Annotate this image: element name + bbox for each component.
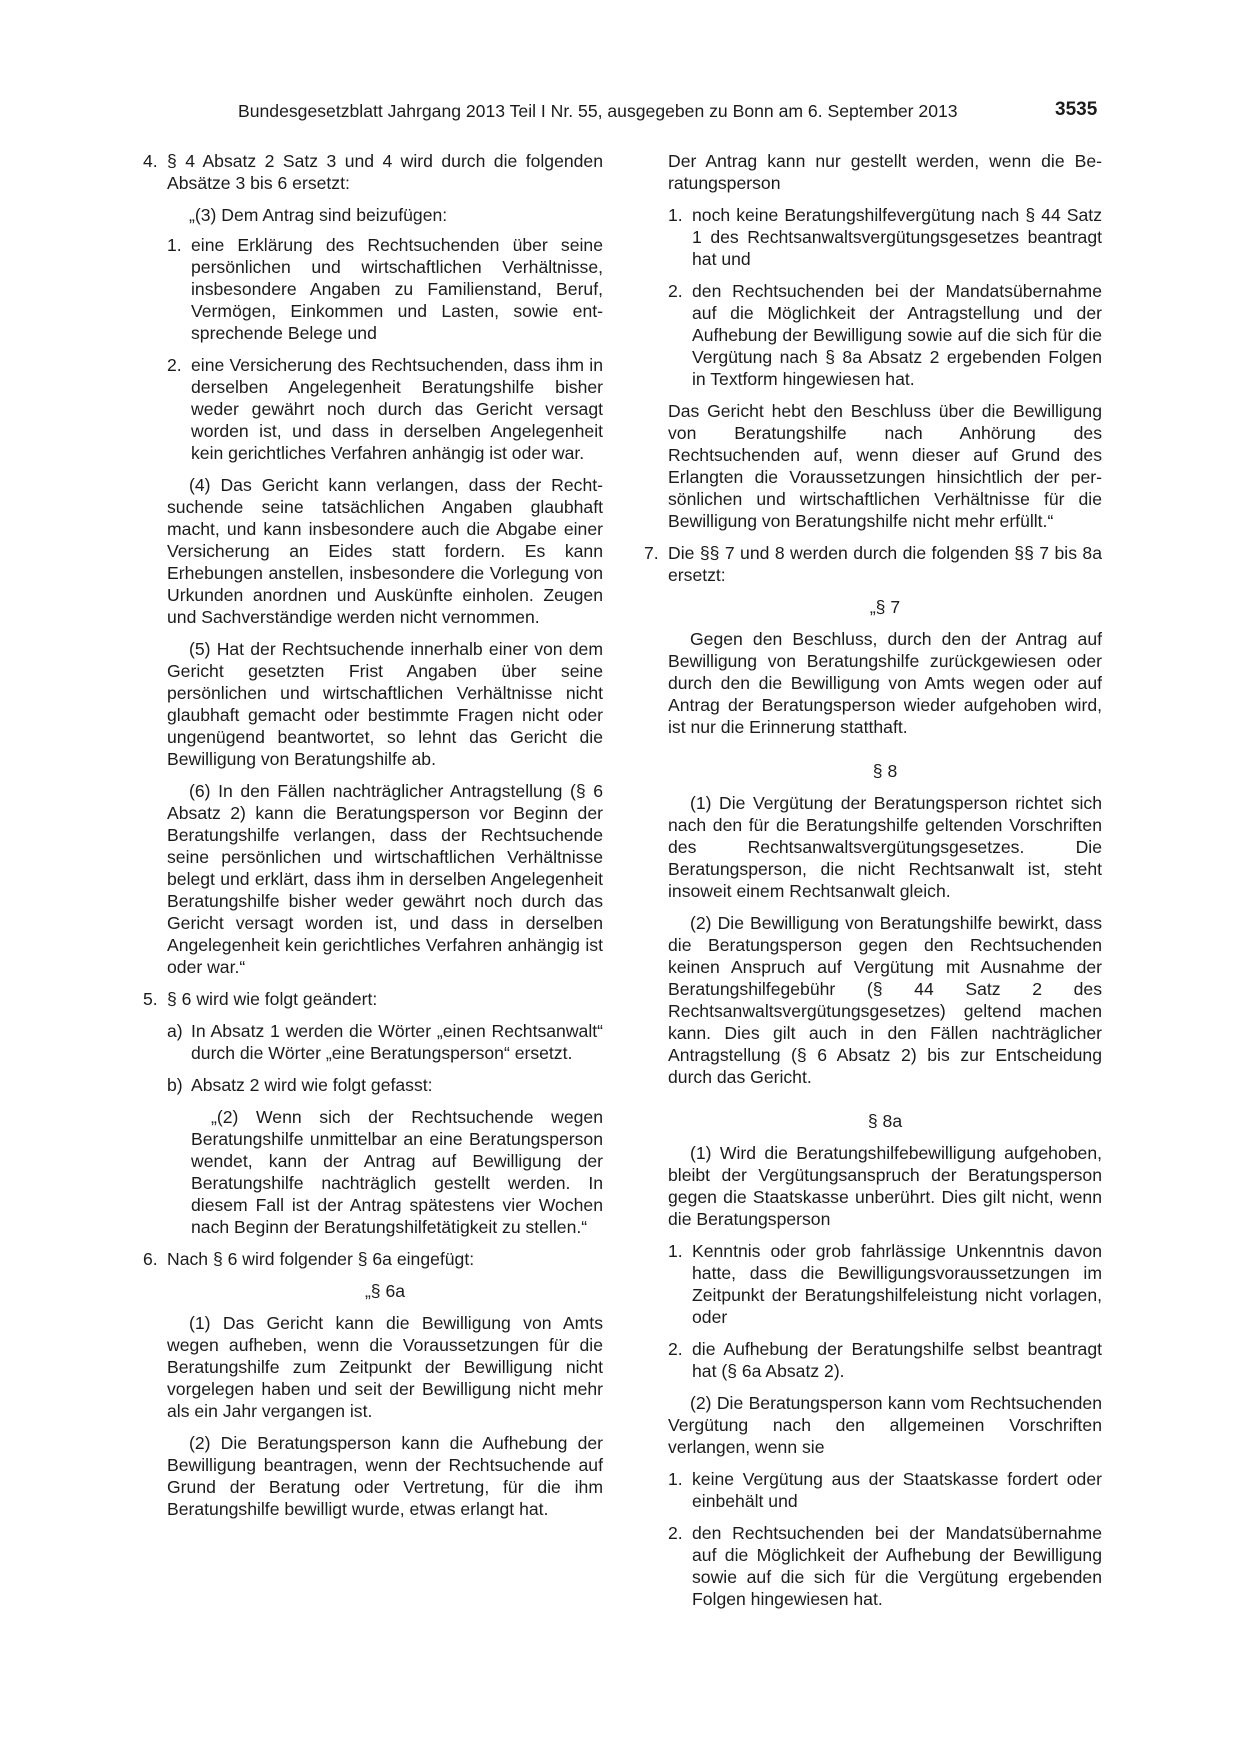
8a-abs1-item-2 bbox=[644, 1338, 1102, 1382]
paragraph-continuation: Der Antrag kann nur gestellt werden, wenn die Beratungsperson bbox=[668, 151, 1102, 193]
paragraph-abs5: (5) Hat der Rechtsuchende innerhalb einer von dem Gericht gesetzten Frist Angaben über seine persönlichen und wirtschaftlichen Verhältnisse nicht glaubhaft gemacht oder bestimmte Fragen nicht oder ungenügend beantwortet, so lehnt das Gericht die Bewilligung von Beratungshilfe ab. bbox=[167, 639, 603, 769]
item-number: b) bbox=[167, 1075, 183, 1095]
item-number: 7. bbox=[644, 543, 659, 563]
left-column bbox=[143, 150, 603, 1530]
item-number: a) bbox=[167, 1021, 183, 1041]
paragraph-abs4: (4) Das Gericht kann verlangen, dass der Rechtsuchende seine tatsächlichen Angaben glaubhaft macht, und kann insbesondere auch die Abgabe einer Versicherung an Eides statt fordern. Es kann Erhebungen anstellen, insbesondere die Vorlegung von Urkunden anordnen und Auskünfte einholen. Zeugen und Sachverständige werden nicht vernommen. bbox=[167, 475, 603, 627]
item-text: keine Vergütung aus der Staatskasse fordert oder einbehält und bbox=[692, 1469, 1102, 1511]
abs3-item-1 bbox=[143, 234, 603, 344]
item-text: noch keine Beratungshilfevergütung nach § 44 Satz 1 des Rechtsanwaltsvergütungsgesetzes beantragt hat und bbox=[692, 205, 1102, 269]
item-text: eine Erklärung des Rechtsuchenden über seine persönlichen und wirtschaftlichen Verhältnisse, insbesondere Angaben zu Familienstand, Beruf, Vermögen, Einkommen und Lasten, sowie entsprechende Belege und bbox=[191, 235, 603, 343]
item-number: 1. bbox=[668, 1241, 683, 1261]
item-number: 2. bbox=[668, 1339, 683, 1359]
continuation-item-1 bbox=[644, 204, 1102, 270]
item-text: In Absatz 1 werden die Wörter „einen Rechtsanwalt“ durch die Wörter „eine Beratungsperson“ ersetzt. bbox=[191, 1021, 603, 1063]
8a-abs2-item-1 bbox=[644, 1468, 1102, 1512]
section-heading-8a: § 8a bbox=[867, 1111, 903, 1131]
paragraph-7: Gegen den Beschluss, durch den der Antrag auf Bewilligung von Beratungshilfe zurückgewiesen oder durch den die Bewilligung von Amts wegen oder auf Antrag der Beratungsperson wieder aufgehoben wird, ist nur die Erinnerung statthaft. bbox=[668, 629, 1102, 737]
item-number: 1. bbox=[167, 235, 182, 255]
paragraph-abs3-intro: „(3) Dem Antrag sind beizufügen: bbox=[189, 205, 448, 225]
8a-abs2-item-2 bbox=[644, 1522, 1102, 1610]
8a-abs1-item-1 bbox=[644, 1240, 1102, 1328]
item-text: die Aufhebung der Beratungshilfe selbst beantragt hat (§ 6a Absatz 2). bbox=[692, 1339, 1102, 1381]
paragraph-8-abs2: (2) Die Bewilligung von Beratungshilfe bewirkt, dass die Beratungsperson gegen den Rechtsuchenden keinen Anspruch auf Vergütung mit Ausnahme der Beratungshilfegebühr (§ 44 Satz 2 des Rechtsanwaltsvergütungsgesetzes) geltend machen kann. Dies gilt auch in den Fällen nachträglicher Antragstellung (§ 6 Absatz 2) bis zur Entscheidung durch das Gericht. bbox=[668, 913, 1102, 1087]
item-text: Absatz 2 wird wie folgt gefasst: bbox=[191, 1075, 433, 1095]
item-text: § 4 Absatz 2 Satz 3 und 4 wird durch die folgenden Absätze 3 bis 6 ersetzt: bbox=[167, 151, 603, 193]
page-number: 3535 bbox=[1055, 99, 1098, 120]
list-item-5 bbox=[143, 988, 603, 1010]
item-number: 4. bbox=[143, 151, 158, 171]
section-heading-7: „§ 7 bbox=[869, 597, 901, 617]
item-number: 2. bbox=[668, 1523, 683, 1543]
continuation-item-2 bbox=[644, 280, 1102, 390]
item-number: 5. bbox=[143, 989, 158, 1009]
list-item-7 bbox=[644, 542, 1102, 586]
running-title: Bundesgesetzblatt Jahrgang 2013 Teil I Nr. 55, ausgegeben zu Bonn am 6. September 2013 bbox=[238, 101, 958, 121]
list-item-5a bbox=[143, 1020, 603, 1064]
paragraph-8a-abs2: (2) Die Beratungsperson kann vom Rechtsuchenden Vergütung nach den allgemeinen Vorschriften verlangen, wenn sie bbox=[668, 1393, 1102, 1457]
list-item-6 bbox=[143, 1248, 603, 1270]
item-text: den Rechtsuchenden bei der Mandatsübernahme auf die Möglichkeit der Antragstellung und der Aufhebung der Bewilligung sowie auf die sich für die Vergütung nach § 8a Absatz 2 ergebenden Folgen in Textform hingewiesen hat. bbox=[692, 281, 1102, 389]
paragraph-abs2-quote: „(2) Wenn sich der Rechtsuchende wegen Beratungshilfe unmittelbar an eine Beratungsperson wendet, kann der Antrag auf Bewilligung der Beratungshilfe nachträglich gestellt werden. In diesem Fall ist der Antrag spätestens vier Wochen nach Beginn der Beratungshilfetätigkeit zu stellen.“ bbox=[191, 1107, 603, 1237]
item-number: 1. bbox=[668, 205, 683, 225]
item-number: 6. bbox=[143, 1249, 158, 1269]
paragraph-6a-abs2: (2) Die Beratungsperson kann die Aufhebung der Bewilligung beantragen, wenn der Rechtsuchende auf Grund der Beratung oder Vertretung, für die ihm Beratungshilfe bewilligt wurde, etwas erlangt hat. bbox=[167, 1433, 603, 1519]
item-number: 2. bbox=[668, 281, 683, 301]
paragraph-6a-abs1: (1) Das Gericht kann die Bewilligung von Amts wegen aufheben, wenn die Voraussetzungen für die Beratungshilfe zum Zeitpunkt der Bewilligung nicht vorgelegen haben und seit der Bewilligung nicht mehr als ein Jahr vergangen ist. bbox=[167, 1313, 603, 1421]
paragraph-continuation-closing: Das Gericht hebt den Beschluss über die Bewilligung von Beratungshilfe nach Anhörung des Rechtsuchenden auf, wenn dieser auf Grund des Erlangten die Voraussetzungen hinsichtlich der persönlichen und wirtschaftlichen Verhältnisse für die Bewilligung von Beratungshilfe nicht mehr erfüllt.“ bbox=[668, 401, 1102, 531]
paragraph-8a-abs1: (1) Wird die Beratungshilfebewilligung aufgehoben, bleibt der Vergütungsanspruch der Beratungsperson gegen die Staatskasse unberührt. Dies gilt nicht, wenn die Beratungsperson bbox=[668, 1143, 1102, 1229]
list-item-5b bbox=[143, 1074, 603, 1096]
item-number: 1. bbox=[668, 1469, 683, 1489]
section-heading-8: § 8 bbox=[872, 761, 898, 781]
page-header bbox=[0, 100, 1241, 128]
abs3-item-2 bbox=[143, 354, 603, 464]
item-text: Die §§ 7 und 8 werden durch die folgenden §§ 7 bis 8a ersetzt: bbox=[668, 543, 1102, 585]
section-heading-6a: „§ 6a bbox=[364, 1281, 406, 1301]
right-column bbox=[644, 150, 1102, 1620]
paragraph-8-abs1: (1) Die Vergütung der Beratungsperson richtet sich nach den für die Beratungshilfe geltenden Vorschriften des Rechtsanwaltsvergütungsgesetzes. Die Beratungsperson, die nicht Rechtsanwalt ist, steht insoweit einem Rechtsanwalt gleich. bbox=[668, 793, 1102, 901]
item-text: den Rechtsuchenden bei der Mandatsübernahme auf die Möglichkeit der Aufhebung der Bewilligung sowie auf die sich für die Vergütung ergebenden Folgen hingewiesen hat. bbox=[692, 1523, 1102, 1609]
paragraph-abs6: (6) In den Fällen nachträglicher Antragstellung (§ 6 Absatz 2) kann die Beratungsperson vor Beginn der Beratungshilfe verlangen, dass der Rechtsuchende seine persönlichen und wirtschaftlichen Verhältnisse belegt und erklärt, dass ihm in derselben Angelegenheit Beratungshilfe bisher weder gewährt noch durch das Gericht versagt worden ist, und dass in derselben Angelegenheit kein gerichtliches Verfahren anhängig ist oder war.“ bbox=[167, 781, 603, 977]
item-number: 2. bbox=[167, 355, 182, 375]
list-item-4 bbox=[143, 150, 603, 194]
item-text: eine Versicherung des Rechtsuchenden, dass ihm in derselben Angelegenheit Beratungshilfe bisher weder gewährt noch durch das Gericht versagt worden ist, und dass in derselben Angelegenheit kein gerichtliches Verfahren anhängig ist oder war. bbox=[191, 355, 603, 463]
item-text: Nach § 6 wird folgender § 6a eingefügt: bbox=[167, 1249, 475, 1269]
item-text: Kenntnis oder grob fahrlässige Unkenntnis davon hatte, dass die Bewilligungsvoraussetzungen im Zeitpunkt der Beratungshilfeleistung nicht vorlagen, oder bbox=[692, 1241, 1102, 1327]
item-text: § 6 wird wie folgt geändert: bbox=[167, 989, 378, 1009]
